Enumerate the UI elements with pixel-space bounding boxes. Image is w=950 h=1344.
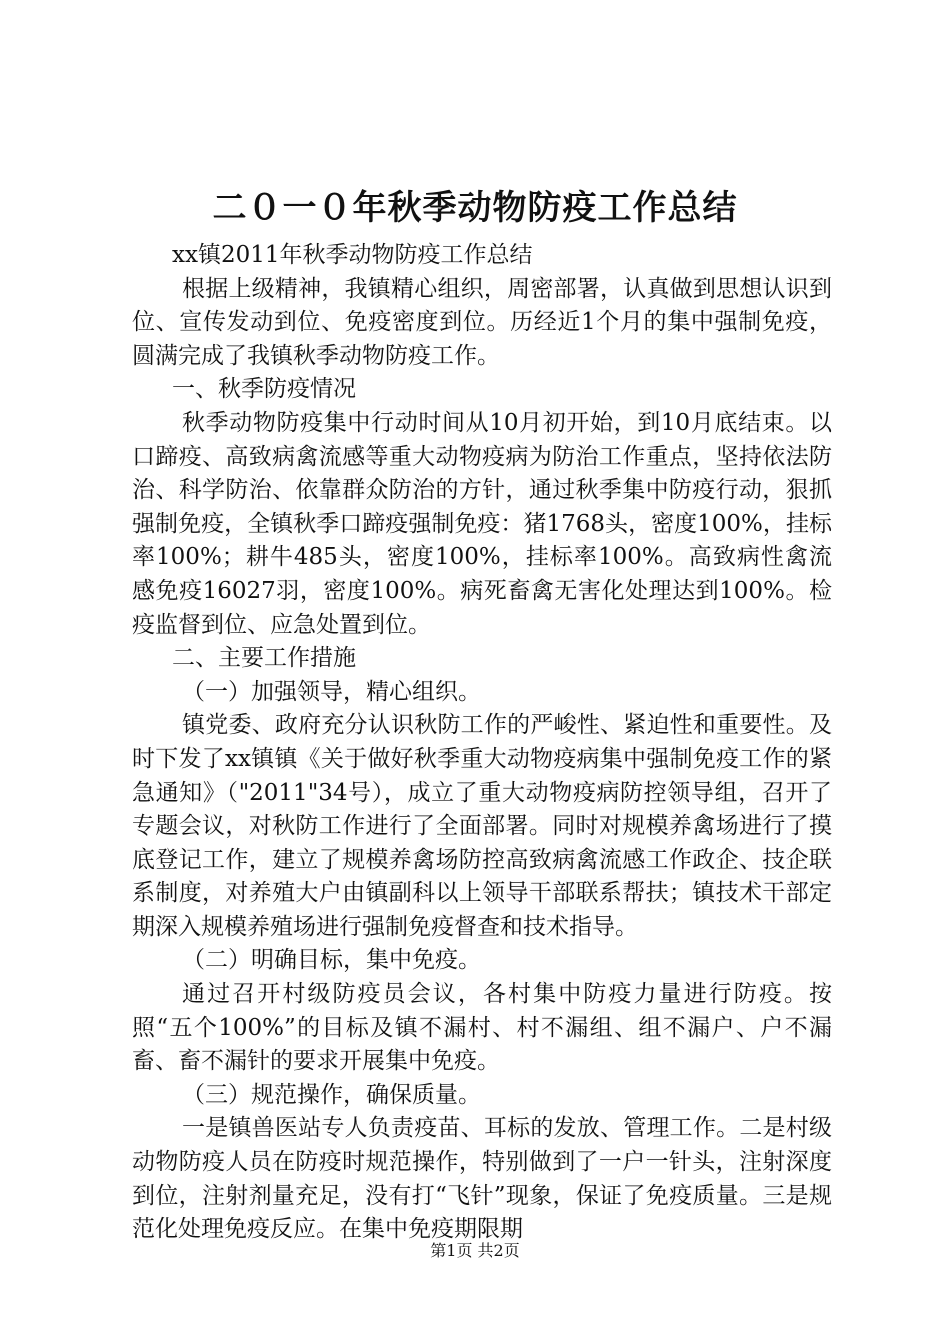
page-footer: 第1页 共2页 bbox=[430, 1241, 520, 1260]
document-title: 二０一０年秋季动物防疫工作总结 bbox=[212, 188, 738, 228]
subtitle-paragraph: xx镇2011年秋季动物防疫工作总结 bbox=[172, 242, 533, 268]
document-body bbox=[132, 239, 832, 1247]
intro-paragraph: 根据上级精神，我镇精心组织，周密部署，认真做到思想认识到位、宣传发动到位、免疫密度到位。历经近1个月的集中强制免疫，圆满完成了我镇秋季动物防疫工作。 bbox=[132, 275, 832, 369]
subsection-1-paragraph: 镇党委、政府充分认识秋防工作的严峻性、紧迫性和重要性。及时下发了xx镇镇《关于做好秋季重大动物疫病集中强制免疫工作的紧急通知》（"2011"34号），成立了重大动物疫病防控领导组，召开了专题会议，对秋防工作进行了全面部署。同时对规模养禽场进行了摸底登记工作，建立了规模养禽场防控高致病禽流感工作政企、技企联系制度，对养殖大户由镇副科以上领导干部联系帮扶；镇技术干部定期深入规模养殖场进行强制免疫督查和技术指导。 bbox=[132, 712, 832, 940]
subsection-heading-1: （一）加强领导，精心组织。 bbox=[182, 678, 481, 705]
subsection-heading-2: （二）明确目标，集中免疫。 bbox=[182, 947, 481, 974]
subsection-3-paragraph: 一是镇兽医站专人负责疫苗、耳标的发放、管理工作。二是村级动物防疫人员在防疫时规范操作，特别做到了一户一针头，注射深度到位，注射剂量充足，没有打“飞针”现象，保证了免疫质量。三是规范化处理免疫反应。在集中免疫期限期 bbox=[132, 1115, 832, 1243]
section-heading-1: 一、秋季防疫情况 bbox=[172, 376, 356, 403]
subsection-heading-3: （三）规范操作，确保质量。 bbox=[182, 1081, 481, 1108]
section-1-paragraph: 秋季动物防疫集中行动时间从10月初开始，到10月底结束。以口蹄疫、高致病禽流感等重大动物疫病为防治工作重点，坚持依法防治、科学防治、依靠群众防治的方针，通过秋季集中防疫行动，狠抓强制免疫，全镇秋季口蹄疫强制免疫：猪1768头，密度100%，挂标率100%；耕牛485头，密度100%，挂标率100%。高致病性禽流感免疫16027羽，密度100%。病死畜禽无害化处理达到100%。检疫监督到位、应急处置到位。 bbox=[132, 409, 832, 638]
subsection-2-paragraph: 通过召开村级防疫员会议，各村集中防疫力量进行防疫。按照“五个100%”的目标及镇不漏村、村不漏组、组不漏户、户不漏畜、畜不漏针的要求开展集中免疫。 bbox=[132, 981, 832, 1075]
section-heading-2: 二、主要工作措施 bbox=[172, 645, 356, 672]
